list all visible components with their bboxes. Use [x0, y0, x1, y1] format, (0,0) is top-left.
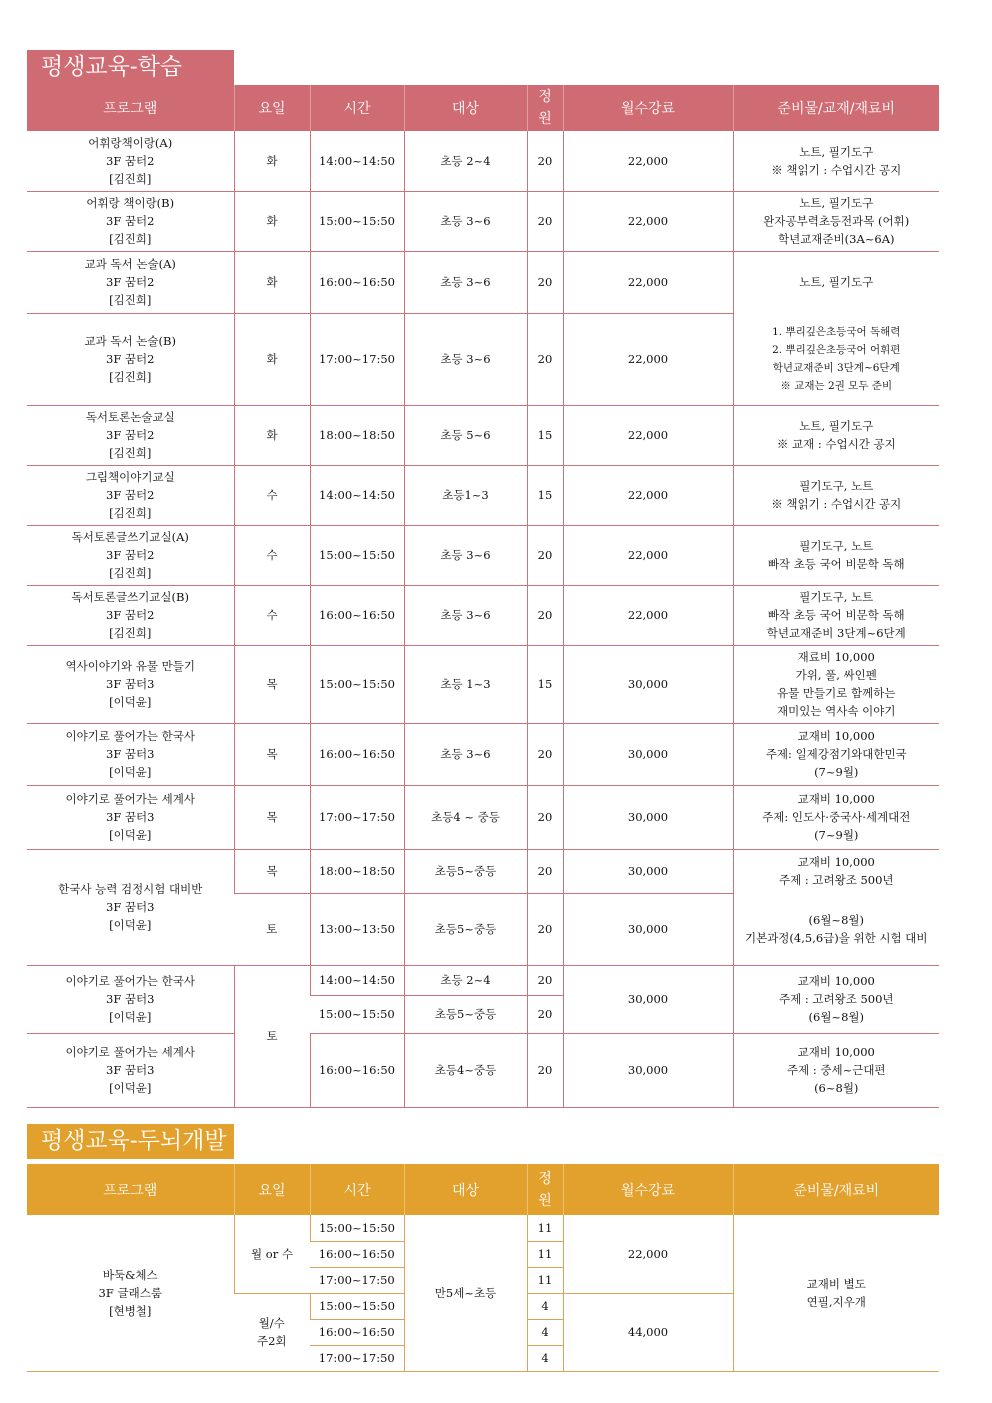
cell-time: 14:00~14:50 — [310, 965, 404, 995]
cell-program: 독서토론글쓰기교실(A) 3F 꿈터2 [김진희] — [27, 525, 234, 585]
cell-target: 초등4 ~ 중등 — [404, 785, 527, 849]
brain-schedule-table — [27, 1164, 939, 1372]
cell-program: 교과 독서 논술(B) 3F 꿈터2 [김진희] — [27, 313, 234, 405]
cell-target: 초등 2~4 — [404, 965, 527, 995]
cell-target: 초등 2~4 — [404, 131, 527, 191]
cell-fee: 30,000 — [563, 1033, 733, 1107]
cell-day: 화 — [234, 313, 310, 405]
cell-time: 17:00~17:50 — [310, 1345, 404, 1371]
cell-fee: 22,000 — [563, 191, 733, 251]
table-row — [27, 525, 939, 585]
cell-fee: 44,000 — [563, 1293, 733, 1371]
cell-time: 16:00~16:50 — [310, 585, 404, 645]
cell-day: 화 — [234, 251, 310, 313]
cell-capacity: 4 — [527, 1345, 563, 1371]
cell-time: 18:00~18:50 — [310, 849, 404, 893]
table-row — [27, 191, 939, 251]
cell-capacity: 11 — [527, 1267, 563, 1293]
cell-materials: 교재비 10,000 주제 : 고려왕조 500년 (6월~8월) — [733, 965, 939, 1033]
table-row — [27, 785, 939, 849]
cell-fee: 22,000 — [563, 131, 733, 191]
cell-program: 이야기로 풀어가는 한국사 3F 꿈터3 [이덕윤] — [27, 723, 234, 785]
table-row — [27, 645, 939, 723]
cell-target: 초등 3~6 — [404, 585, 527, 645]
cell-target: 초등 3~6 — [404, 723, 527, 785]
table-header-row — [27, 1164, 939, 1215]
cell-time: 13:00~13:50 — [310, 893, 404, 965]
cell-materials: 교재비 10,000 주제 : 고려왕조 500년 — [733, 849, 939, 893]
cell-day: 수 — [234, 465, 310, 525]
cell-target: 만5세~초등 — [404, 1215, 527, 1371]
col-header-materials: 준비물/재료비 — [733, 1164, 939, 1215]
cell-target: 초등 3~6 — [404, 191, 527, 251]
cell-materials: 노트, 필기도구 완자공부력초등전과목 (어휘) 학년교재준비(3A~6A) — [733, 191, 939, 251]
cell-program: 이야기로 풀어가는 세계사 3F 꿈터3 [이덕윤] — [27, 1033, 234, 1107]
cell-capacity: 20 — [527, 965, 563, 995]
cell-time: 16:00~16:50 — [310, 1319, 404, 1345]
cell-time: 15:00~15:50 — [310, 1215, 404, 1241]
table-row — [27, 131, 939, 191]
cell-day: 토 — [234, 893, 310, 965]
cell-capacity: 20 — [527, 585, 563, 645]
cell-program: 어휘랑책이랑(A) 3F 꿈터2 [김진희] — [27, 131, 234, 191]
cell-program: 교과 독서 논술(A) 3F 꿈터2 [김진희] — [27, 251, 234, 313]
cell-time: 15:00~15:50 — [310, 645, 404, 723]
cell-day: 목 — [234, 849, 310, 893]
cell-program: 바둑&체스 3F 글래스룸 [현병철] — [27, 1215, 234, 1371]
cell-capacity: 20 — [527, 1033, 563, 1107]
cell-time: 16:00~16:50 — [310, 1033, 404, 1107]
cell-capacity: 20 — [527, 251, 563, 313]
cell-capacity: 20 — [527, 785, 563, 849]
cell-fee: 22,000 — [563, 313, 733, 405]
cell-capacity: 11 — [527, 1241, 563, 1267]
cell-day: 화 — [234, 191, 310, 251]
cell-fee: 22,000 — [563, 1215, 733, 1293]
table-row — [27, 585, 939, 645]
cell-capacity: 20 — [527, 525, 563, 585]
cell-fee: 30,000 — [563, 893, 733, 965]
cell-materials: 교재비 10,000 주제 : 중세~근대편 (6~8월) — [733, 1033, 939, 1107]
col-header-fee: 월수강료 — [563, 85, 733, 131]
cell-day: 목 — [234, 645, 310, 723]
cell-program: 한국사 능력 검정시험 대비반 3F 꿈터3 [이덕윤] — [27, 849, 234, 965]
cell-materials: 필기도구, 노트 ※ 책읽기 : 수업시간 공지 — [733, 465, 939, 525]
col-header-time: 시간 — [310, 85, 404, 131]
cell-time: 16:00~16:50 — [310, 1241, 404, 1267]
cell-target: 초등5~중등 — [404, 893, 527, 965]
cell-materials: 필기도구, 노트 빠작 초등 국어 비문학 독해 학년교재준비 3단계~6단계 — [733, 585, 939, 645]
cell-program: 이야기로 풀어가는 한국사 3F 꿈터3 [이덕윤] — [27, 965, 234, 1033]
cell-time: 14:00~14:50 — [310, 131, 404, 191]
cell-program: 독서토론논술교실 3F 꿈터2 [김진희] — [27, 405, 234, 465]
table-row — [27, 965, 939, 995]
cell-fee: 30,000 — [563, 849, 733, 893]
cell-fee: 22,000 — [563, 465, 733, 525]
table-row — [27, 1215, 939, 1241]
cell-day: 토 — [234, 965, 310, 1107]
col-header-capacity: 정 원 — [527, 1164, 563, 1215]
cell-target: 초등 3~6 — [404, 251, 527, 313]
cell-time: 15:00~15:50 — [310, 995, 404, 1033]
col-header-capacity: 정 원 — [527, 85, 563, 131]
cell-capacity: 20 — [527, 849, 563, 893]
cell-capacity: 20 — [527, 313, 563, 405]
cell-time: 16:00~16:50 — [310, 723, 404, 785]
cell-materials: 1. 뿌리깊은초등국어 독해력 2. 뿌리깊은초등국어 어휘편 학년교재준비 3단계~6단계 ※ 교재는 2권 모두 준비 — [733, 313, 939, 405]
cell-program: 역사이야기와 유물 만들기 3F 꿈터3 [이덕윤] — [27, 645, 234, 723]
cell-capacity: 11 — [527, 1215, 563, 1241]
cell-materials: 노트, 필기도구 ※ 교재 : 수업시간 공지 — [733, 405, 939, 465]
cell-fee: 30,000 — [563, 645, 733, 723]
table-row — [27, 849, 939, 893]
cell-time: 18:00~18:50 — [310, 405, 404, 465]
cell-time: 17:00~17:50 — [310, 1267, 404, 1293]
cell-program: 독서토론글쓰기교실(B) 3F 꿈터2 [김진희] — [27, 585, 234, 645]
cell-program: 그림책이야기교실 3F 꿈터2 [김진희] — [27, 465, 234, 525]
cell-capacity: 15 — [527, 645, 563, 723]
cell-capacity: 20 — [527, 995, 563, 1033]
cell-day: 화 — [234, 405, 310, 465]
cell-day: 수 — [234, 585, 310, 645]
cell-day: 월/수 주2회 — [234, 1293, 310, 1371]
cell-target: 초등 3~6 — [404, 313, 527, 405]
col-header-day: 요일 — [234, 1164, 310, 1215]
cell-program: 어휘랑 책이랑(B) 3F 꿈터2 [김진희] — [27, 191, 234, 251]
col-header-program: 프로그램 — [103, 101, 158, 117]
cell-fee: 30,000 — [563, 723, 733, 785]
cell-program: 이야기로 풀어가는 세계사 3F 꿈터3 [이덕윤] — [27, 785, 234, 849]
cell-capacity: 4 — [527, 1319, 563, 1345]
cell-capacity: 4 — [527, 1293, 563, 1319]
cell-target: 초등 3~6 — [404, 525, 527, 585]
learning-schedule-table — [27, 85, 939, 1108]
cell-materials: 교재비 10,000 주제: 일제강점기와대한민국 (7~9월) — [733, 723, 939, 785]
table-row — [27, 723, 939, 785]
cell-capacity: 20 — [527, 723, 563, 785]
cell-time: 16:00~16:50 — [310, 251, 404, 313]
cell-day: 월 or 수 — [234, 1215, 310, 1293]
cell-fee: 22,000 — [563, 405, 733, 465]
cell-materials: 필기도구, 노트 빠작 초등 국어 비문학 독해 — [733, 525, 939, 585]
cell-fee: 22,000 — [563, 525, 733, 585]
cell-target: 초등4~중등 — [404, 1033, 527, 1107]
cell-materials: 교재비 별도 연필,지우개 — [733, 1215, 939, 1371]
cell-capacity: 20 — [527, 191, 563, 251]
table-row — [27, 405, 939, 465]
col-header-materials: 준비물/교재/재료비 — [733, 85, 939, 131]
table-row — [27, 313, 939, 405]
table-row — [27, 1033, 939, 1107]
col-header-fee: 월수강료 — [563, 1164, 733, 1215]
cell-day: 목 — [234, 785, 310, 849]
cell-target: 초등 1~3 — [404, 645, 527, 723]
col-header-time: 시간 — [310, 1164, 404, 1215]
cell-time: 15:00~15:50 — [310, 1293, 404, 1319]
cell-materials: 교재비 10,000 주제: 인도사·중국사·세계대전 (7~9월) — [733, 785, 939, 849]
section-title-brain: 평생교육-두뇌개발 — [27, 1124, 234, 1159]
cell-target: 초등5~중등 — [404, 995, 527, 1033]
cell-day: 목 — [234, 723, 310, 785]
cell-time: 15:00~15:50 — [310, 191, 404, 251]
cell-capacity: 20 — [527, 131, 563, 191]
cell-materials: 노트, 필기도구 — [733, 251, 939, 313]
table-header-row — [27, 85, 939, 131]
cell-fee: 30,000 — [563, 785, 733, 849]
cell-day: 수 — [234, 525, 310, 585]
cell-target: 초등5~중등 — [404, 849, 527, 893]
cell-capacity: 15 — [527, 465, 563, 525]
section-title-learning: 평생교육-학습 — [27, 50, 234, 85]
cell-materials: (6월~8월) 기본과정(4,5,6급)을 위한 시험 대비 — [733, 893, 939, 965]
table-row — [27, 465, 939, 525]
cell-time: 17:00~17:50 — [310, 313, 404, 405]
cell-time: 14:00~14:50 — [310, 465, 404, 525]
col-header-target: 대상 — [404, 1164, 527, 1215]
col-header-day: 요일 — [234, 85, 310, 131]
cell-target: 초등 5~6 — [404, 405, 527, 465]
cell-time: 15:00~15:50 — [310, 525, 404, 585]
cell-target: 초등1~3 — [404, 465, 527, 525]
cell-time: 17:00~17:50 — [310, 785, 404, 849]
cell-capacity: 15 — [527, 405, 563, 465]
cell-fee: 30,000 — [563, 965, 733, 1033]
cell-capacity: 20 — [527, 893, 563, 965]
cell-day: 화 — [234, 131, 310, 191]
col-header-target: 대상 — [404, 85, 527, 131]
cell-fee: 22,000 — [563, 251, 733, 313]
table-row — [27, 251, 939, 313]
cell-fee: 22,000 — [563, 585, 733, 645]
col-header-program: 프로그램 — [103, 1182, 158, 1199]
cell-materials: 재료비 10,000 가위, 풀, 싸인펜 유물 만들기로 함께하는 재미있는 역사속 이야기 — [733, 645, 939, 723]
cell-materials: 노트, 필기도구 ※ 책읽기 : 수업시간 공지 — [733, 131, 939, 191]
